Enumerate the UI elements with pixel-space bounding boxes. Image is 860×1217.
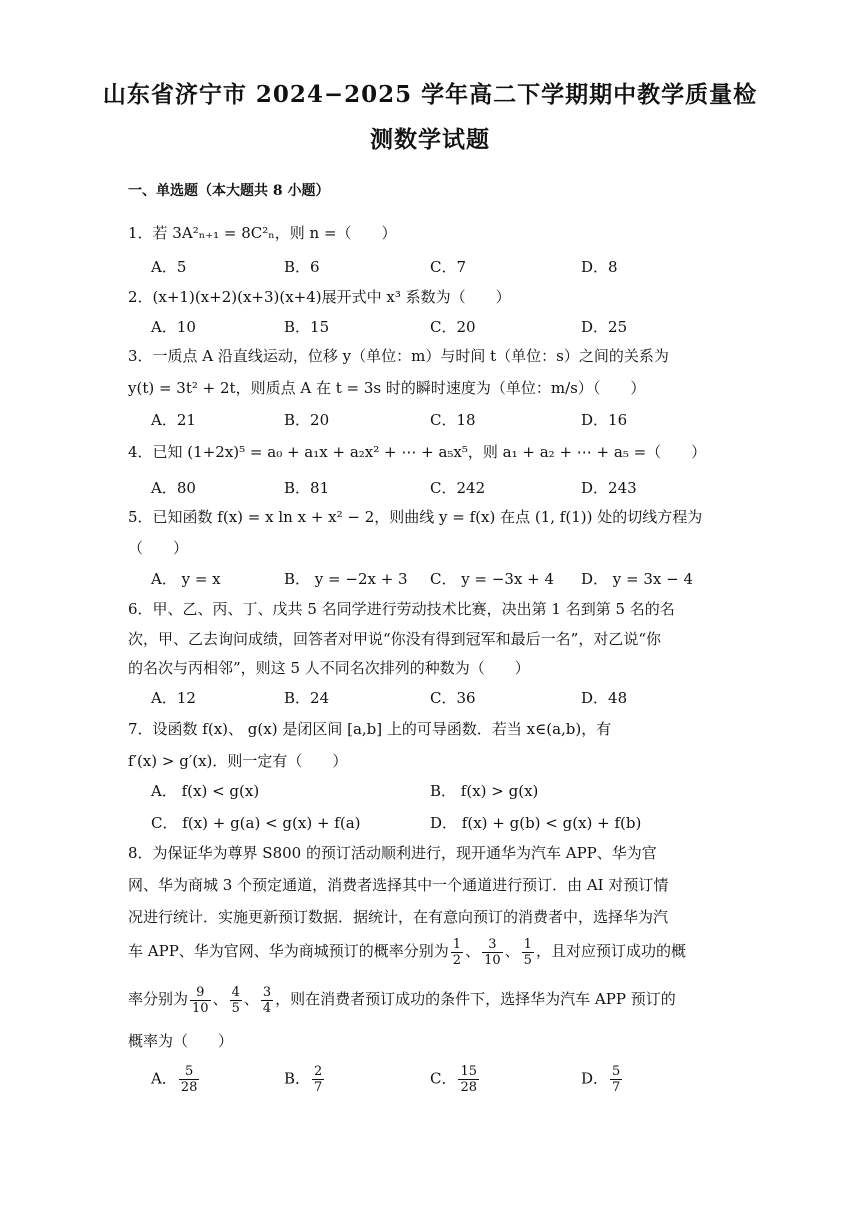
question-2-stem: 2．(x+1)(x+2)(x+3)(x+4)展开式中 x³ 系数为（ ） xyxy=(128,288,511,306)
option-c[interactable]: C．18 xyxy=(430,411,476,429)
question-3-stem-line-1: 3．一质点 A 沿直线运动，位移 y（单位：m）与时间 t（单位：s）之间的关系为 xyxy=(128,347,669,365)
option-d[interactable]: D． y = 3x − 4 xyxy=(581,570,694,588)
question-6-options xyxy=(151,687,731,709)
question-8-stem-line-4: 车 APP、华为官网、华为商城预订的概率分别为 $\frac{1}{2}$ 、 $\frac{3}{10}$ 、 $\frac{1}{5}$ ，且对应预订成功的概 xyxy=(128,936,686,968)
option-d[interactable]: D． f(x) + g(b) < g(x) + f(b) xyxy=(430,814,642,832)
option-a[interactable]: A． y = x xyxy=(151,570,221,588)
question-6-stem-line-3: 的名次与丙相邻”，则这 5 人不同名次排列的种数为（ ） xyxy=(128,659,530,677)
question-5-stem-line-2: （ ） xyxy=(128,539,189,557)
option-d[interactable]: D．243 xyxy=(581,479,637,497)
question-7-options-row-2 xyxy=(151,812,731,834)
question-5-stem-line-1: 5．已知函数 f(x) = x ln x + x² − 2，则曲线 y = f(x) 在点 (1, f(1)) 处的切线方程为 xyxy=(128,508,703,526)
option-b[interactable]: B． $\frac{2}{7}$ xyxy=(284,1064,323,1095)
option-d[interactable]: D．16 xyxy=(581,411,628,429)
option-a[interactable]: A．21 xyxy=(151,411,196,429)
question-8-stem-line-1: 8．为保证华为尊界 S800 的预订活动顺利进行，现开通华为汽车 APP、华为官 xyxy=(128,844,657,862)
question-8-options xyxy=(151,1064,731,1100)
option-d[interactable]: D．25 xyxy=(581,318,628,336)
question-8-stem-line-5: 率分别为 $\frac{9}{10}$ 、 $\frac{4}{5}$ 、 $\frac{3}{4}$ ，则在消费者预订成功的条件下，选择华为汽车 APP 预订的 xyxy=(128,984,676,1016)
question-1-stem: 1．若 3A²ₙ₊₁ = 8C²ₙ，则 n =（ ） xyxy=(128,224,397,242)
option-c[interactable]: C．36 xyxy=(430,689,476,707)
option-c[interactable]: C．7 xyxy=(430,258,467,276)
fraction-choose-2: $\frac{3}{10}$ xyxy=(484,936,501,968)
option-a[interactable]: A．5 xyxy=(151,258,187,276)
section-heading: 一、单选题（本大题共 8 小题） xyxy=(128,183,330,199)
option-b[interactable]: B．20 xyxy=(284,411,330,429)
option-c[interactable]: C．242 xyxy=(430,479,486,497)
question-8-stem-line-2: 网、华为商城 3 个预定通道，消费者选择其中一个通道进行预订．由 AI 对预订情 xyxy=(128,876,669,894)
question-7-stem-line-2: f′(x) > g′(x)．则一定有（ ） xyxy=(128,752,348,770)
fraction-choose-3: $\frac{1}{5}$ xyxy=(523,936,532,968)
fraction-success-2: $\frac{4}{5}$ xyxy=(231,984,240,1016)
option-c[interactable]: C． $\frac{15}{28}$ xyxy=(430,1064,478,1095)
option-a[interactable]: A． $\frac{5}{28}$ xyxy=(151,1064,198,1095)
option-b[interactable]: B．24 xyxy=(284,689,330,707)
option-c[interactable]: C． y = −3x + 4 xyxy=(430,570,555,588)
option-a[interactable]: A． f(x) < g(x) xyxy=(151,782,260,800)
option-b[interactable]: B．15 xyxy=(284,318,330,336)
question-6-stem-line-1: 6．甲、乙、丙、丁、戊共 5 名同学进行劳动技术比赛，决出第 1 名到第 5 名的名 xyxy=(128,600,675,618)
question-3-stem-line-2: y(t) = 3t² + 2t，则质点 A 在 t = 3s 时的瞬时速度为（单位：m/s）（ ） xyxy=(128,379,646,397)
question-7-options-row-1 xyxy=(151,780,731,802)
question-1-options xyxy=(151,256,731,278)
option-a[interactable]: A．80 xyxy=(151,479,196,497)
question-5-options xyxy=(151,568,731,590)
option-b[interactable]: B． f(x) > g(x) xyxy=(430,782,539,800)
option-a[interactable]: A．10 xyxy=(151,318,196,336)
question-4-options xyxy=(151,477,731,499)
question-3-options xyxy=(151,409,731,431)
option-d[interactable]: D．8 xyxy=(581,258,618,276)
option-c[interactable]: C． f(x) + g(a) < g(x) + f(a) xyxy=(151,814,361,832)
page-title-line-2: 测数学试题 xyxy=(370,126,490,153)
option-a[interactable]: A．12 xyxy=(151,689,196,707)
option-b[interactable]: B．6 xyxy=(284,258,320,276)
option-d[interactable]: D． $\frac{5}{7}$ xyxy=(581,1064,621,1095)
question-4-stem: 4．已知 (1+2x)⁵ = a₀ + a₁x + a₂x² + ⋯ + a₅x⁵，则 a₁ + a₂ + ⋯ + a₅ =（ ） xyxy=(128,443,707,461)
fraction-success-1: $\frac{9}{10}$ xyxy=(192,984,209,1016)
question-2-options xyxy=(151,316,731,338)
fraction-success-3: $\frac{3}{4}$ xyxy=(262,984,272,1016)
option-b[interactable]: B． y = −2x + 3 xyxy=(284,570,408,588)
question-8-stem-line-3: 况进行统计．实施更新预订数据．据统计，在有意向预订的消费者中，选择华为汽 xyxy=(128,908,669,926)
option-c[interactable]: C．20 xyxy=(430,318,476,336)
page-title-line-1: 山东省济宁市 2024−2025 学年高二下学期期中教学质量检 xyxy=(102,81,758,108)
question-7-stem-line-1: 7．设函数 f(x)、 g(x) 是闭区间 [a,b] 上的可导函数．若当 x∈(a,b)，有 xyxy=(128,720,612,738)
option-d[interactable]: D．48 xyxy=(581,689,628,707)
fraction-choose-1: $\frac{1}{2}$ xyxy=(452,936,462,968)
question-8-stem-line-6: 概率为（ ） xyxy=(128,1032,234,1050)
question-6-stem-line-2: 次，甲、乙去询问成绩，回答者对甲说“你没有得到冠军和最后一名”，对乙说“你 xyxy=(128,630,662,648)
option-b[interactable]: B．81 xyxy=(284,479,330,497)
